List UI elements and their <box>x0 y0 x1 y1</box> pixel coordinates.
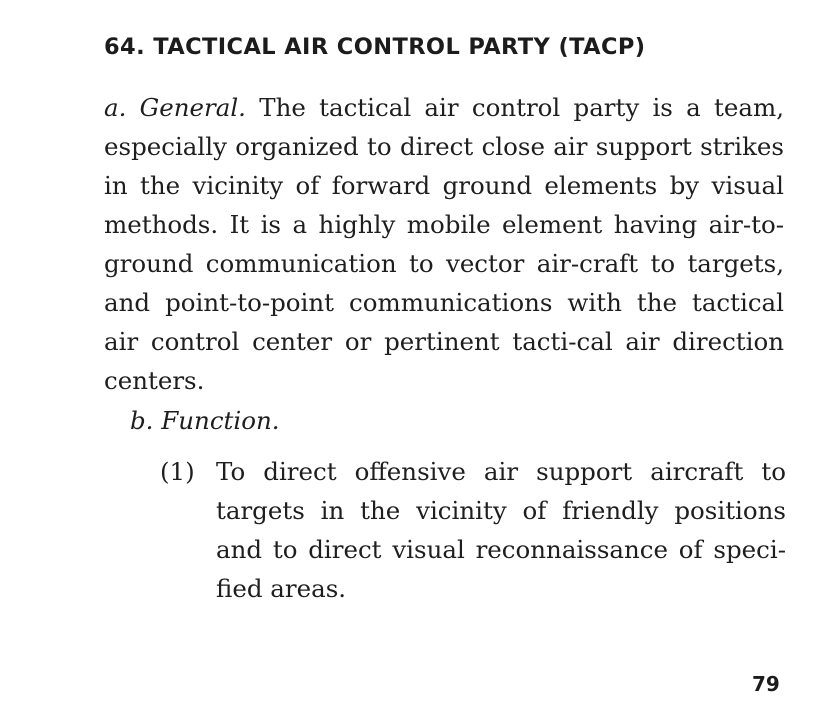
section-heading: 64. TACTICAL AIR CONTROL PARTY (TACP) <box>104 34 646 60</box>
paragraph-function-label: b. Function. <box>130 406 280 435</box>
paragraph-general-label: a. General. <box>104 93 246 122</box>
page-number: 79 <box>752 672 780 696</box>
paragraph-general <box>104 88 784 400</box>
paragraph-general-text: The tactical air control party is a team, especially organized to direct close air support strikes in the vicinity of forward ground elements by visual methods. It is a highly mobile element having air-to-ground communication to vector air-craft to targets, and point-to-point communications with the tactical air control center or pertinent tacti-cal air direction centers. <box>104 93 784 395</box>
list-item-number: (1) <box>160 457 195 486</box>
list-item-text: To direct offensive air support aircraft to targets in the vicinity of friendly positions and to direct visual reconnaissance of speci-fied areas. <box>216 457 786 603</box>
